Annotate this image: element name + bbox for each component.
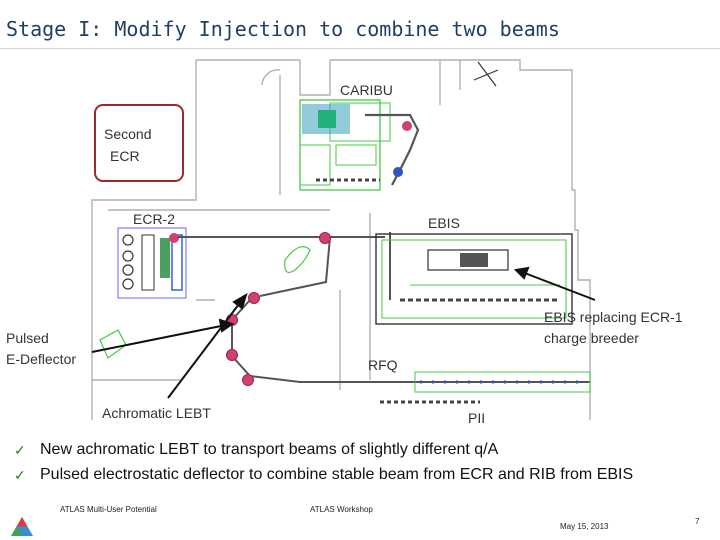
label-ebis-note-2: charge breeder xyxy=(544,330,639,346)
label-pulsed-2: E-Deflector xyxy=(6,351,77,367)
ecr2-area xyxy=(118,228,186,298)
label-rfq: RFQ xyxy=(368,357,398,373)
second-ecr-highlight-box xyxy=(94,104,184,182)
annotation-arrows xyxy=(92,268,595,398)
footer-date: May 15, 2013 xyxy=(560,522,609,531)
bullet-text: Pulsed electrostatic deflector to combine stable beam from ECR and RIB from EBIS xyxy=(40,466,634,483)
label-ecr2: ECR-2 xyxy=(133,211,176,227)
label-caribu: CARIBU xyxy=(340,82,393,98)
label-second-ecr-1: Second xyxy=(104,126,152,142)
label-pulsed-1: Pulsed xyxy=(6,330,49,346)
title-rule xyxy=(0,48,720,49)
label-ebis: EBIS xyxy=(428,215,460,231)
caribu-area xyxy=(300,100,418,190)
compass-icon xyxy=(474,62,498,86)
bullet-list xyxy=(14,441,633,491)
label-pii: PII xyxy=(468,410,486,426)
label-ebis-note-1: EBIS replacing ECR-1 xyxy=(544,309,683,325)
lab-logo-icon xyxy=(10,516,34,538)
bullet-item xyxy=(14,441,633,459)
footer-center-text: ATLAS Workshop xyxy=(310,505,373,514)
bullet-text: New achromatic LEBT to transport beams of slightly different q/A xyxy=(40,441,499,458)
label-achromatic-lebt: Achromatic LEBT xyxy=(102,405,211,421)
page-number: 7 xyxy=(695,517,700,526)
bullet-item xyxy=(14,466,633,484)
beamlines xyxy=(178,232,390,382)
checkmark-icon: ✓ xyxy=(14,442,26,458)
checkmark-icon: ✓ xyxy=(14,467,26,483)
achromat-bends xyxy=(100,247,310,358)
label-second-ecr-2: ECR xyxy=(110,148,140,164)
slide-title: Stage I: Modify Injection to combine two beams xyxy=(6,17,560,41)
footer-left-text: ATLAS Multi-User Potential xyxy=(60,505,157,514)
rfq-pii-linac xyxy=(370,372,590,402)
